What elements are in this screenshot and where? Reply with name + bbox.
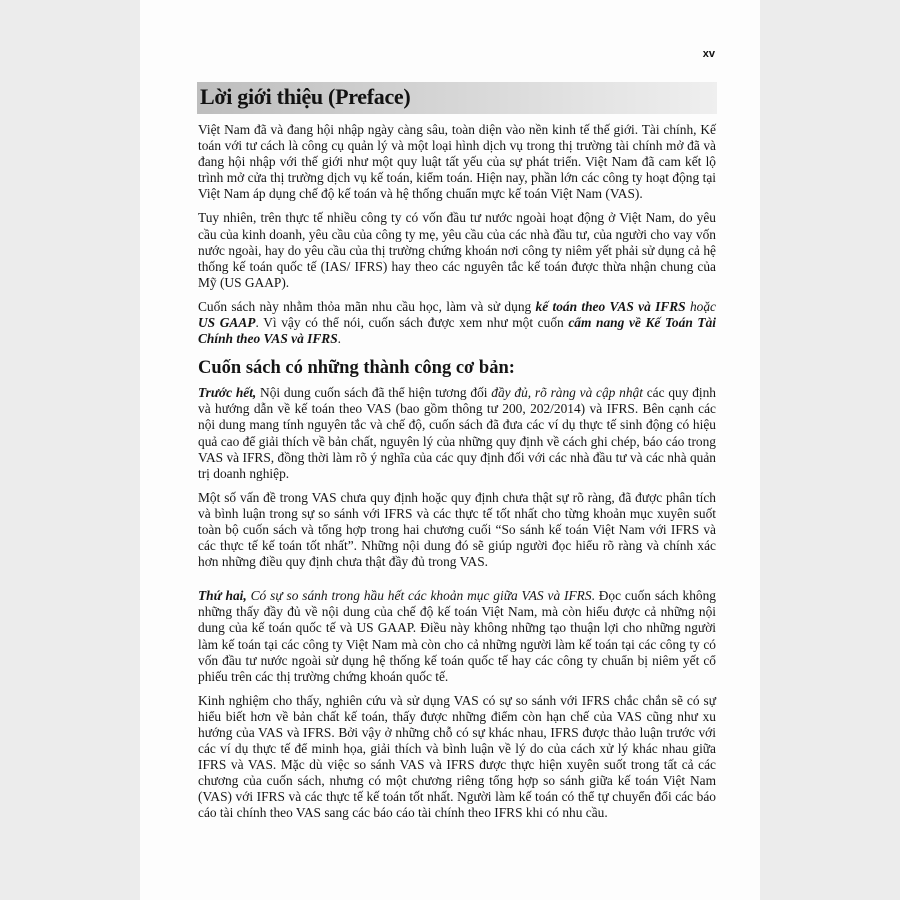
main-section	[198, 385, 716, 821]
paragraph	[198, 490, 716, 570]
paragraph-text: Nội dung cuốn sách đã thể hiện tương đối	[256, 385, 492, 401]
section-heading: Cuốn sách có những thành công cơ bản:	[198, 358, 515, 379]
document-body	[198, 122, 716, 830]
paragraph	[198, 693, 716, 822]
paragraph-text: Một số vấn đề trong VAS chưa quy định hoặc quy định chưa thật sự rõ ràng, đã được phân tích và bình luận trong sự so sánh với IFRS và các thực tế tốt nhất cho từng khoản mục xuyên suốt toàn bộ cuốn sách và tổng hợp trong hai chương cuối “So sánh kế toán Việt Nam với IFRS và các thực tế kế toán tốt nhất”. Những nội dung đó sẽ giúp người đọc hiểu rõ ràng và chính xác hơn những điều quy định chưa thật đầy đủ trong VAS.	[198, 489, 716, 570]
paragraph	[198, 588, 716, 685]
paragraph-text: .	[337, 331, 342, 347]
emphasis-text: Trước hết,	[198, 385, 257, 401]
emphasis-text: hoặc	[685, 298, 716, 314]
paragraph	[198, 210, 716, 290]
page-title: Lời giới thiệu (Preface)	[200, 84, 411, 109]
paragraph-text: Kinh nghiệm cho thấy, nghiên cứu và sử dụng VAS có sự so sánh với IFRS chắc chắn sẽ có sự hiểu biết hơn về bản chất kế toán, thấy được những điểm còn hạn chế của VAS cũng như xu hướng của VAS và IFRS. Bởi vậy ở những chỗ có sự khác nhau, IFRS được thảo luận trước với các ví dụ thực tế để minh họa, giải thích và bình luận về lý do của cách xử lý khác nhau giữa IFRS và VAS. Mặc dù việc so sánh VAS và IFRS được thực hiện xuyên suốt trong tất cả các chương của cuốn sách, nhưng có một chương riêng tổng hợp so sánh giữa kế toán Việt Nam (VAS) với IFRS và các thực tế kế toán tốt nhất. Người làm kế toán có thể tự chuyển đổi các báo cáo tài chính theo VAS sang các báo cáo tài chính theo IFRS khi có nhu cầu.	[198, 692, 716, 821]
emphasis-text: kế toán theo VAS và IFRS	[535, 298, 686, 314]
paragraph	[198, 385, 716, 482]
paragraph-text: . Vì vậy có thể nói, cuốn sách được xem như một cuốn	[255, 315, 569, 331]
paragraph	[198, 122, 716, 202]
emphasis-text: đầy đủ, rõ ràng và cập nhật	[491, 385, 643, 401]
page-number: xv	[702, 48, 715, 60]
paragraph-text: các quy định và hướng dẫn về kế toán theo VAS (bao gồm thông tư 200, 202/2014) và IFRS. Bên cạnh các nội dung mang tính nguyên tắc và chế độ, cuốn sách đã đưa các ví dụ thực tế sinh động có hiệu quả cao để giải thích về bản chất, nguyên lý của những quy định về cách ghi chép, báo cáo trong VAS và IFRS, đồng thời làm rõ ý nghĩa của các quy định đối với các nhà đầu tư và các nhà quản trị doanh nghiệp.	[198, 385, 716, 481]
paragraph-text: Cuốn sách này nhằm thỏa mãn nhu cầu học, làm và sử dụng	[198, 298, 536, 314]
paragraph	[198, 299, 716, 347]
emphasis-text: cẩm nang về Kế Toán Tài Chính theo VAS và IFRS	[198, 315, 716, 347]
paragraph-text: . Đọc cuốn sách không những thấy đầy đủ về nội dung của chế độ kế toán Việt Nam, mà còn hiểu được cả những nội dung của kế toán quốc tế và US GAAP. Điều này không những tạo thuận lợi cho những người làm kế toán tại các công ty Việt Nam mà còn cho cả những người làm kế toán tại các công ty có vốn đầu tư nước ngoài sử dụng hệ thống kế toán quốc tế hay các công ty chuẩn bị niêm yết cổ phiếu trên các thị trường chứng khoán quốc tế.	[198, 588, 716, 684]
intro-section	[198, 122, 716, 347]
paragraph-text: Việt Nam đã và đang hội nhập ngày càng sâu, toàn diện vào nền kinh tế thế giới. Tài chính, Kế toán với tư cách là công cụ quản lý và một loại hình dịch vụ trong thị trường tài chính mở đã và đang hội nhập với thế giới như một quy luật tất yếu của sự phát triển. Việt Nam đã cam kết lộ trình mở cửa thị trường dịch vụ kế toán, kiểm toán. Hiện nay, phần lớn các công ty hoạt động tại Việt Nam áp dụng chế độ kế toán và hệ thống chuẩn mực kế toán Việt Nam (VAS).	[198, 122, 716, 202]
emphasis-text: Thứ hai,	[198, 588, 247, 604]
paragraph-text: Tuy nhiên, trên thực tế nhiều công ty có vốn đầu tư nước ngoài hoạt động ở Việt Nam, do yêu cầu của kinh doanh, yêu cầu của công ty mẹ, yêu cầu của các nhà đầu tư, của người cho vay vốn nước ngoài, hay do yêu cầu của thị trường chứng khoán nơi công ty niêm yết phải sử dụng cả hệ thống kế toán quốc tế (IAS/ IFRS) hay theo các nguyên tắc kế toán được thừa nhận chung của Mỹ (US GAAP).	[198, 210, 716, 290]
emphasis-text: US GAAP	[198, 315, 256, 331]
emphasis-text: Có sự so sánh trong hầu hết các khoản mục giữa VAS và IFRS	[246, 588, 592, 604]
